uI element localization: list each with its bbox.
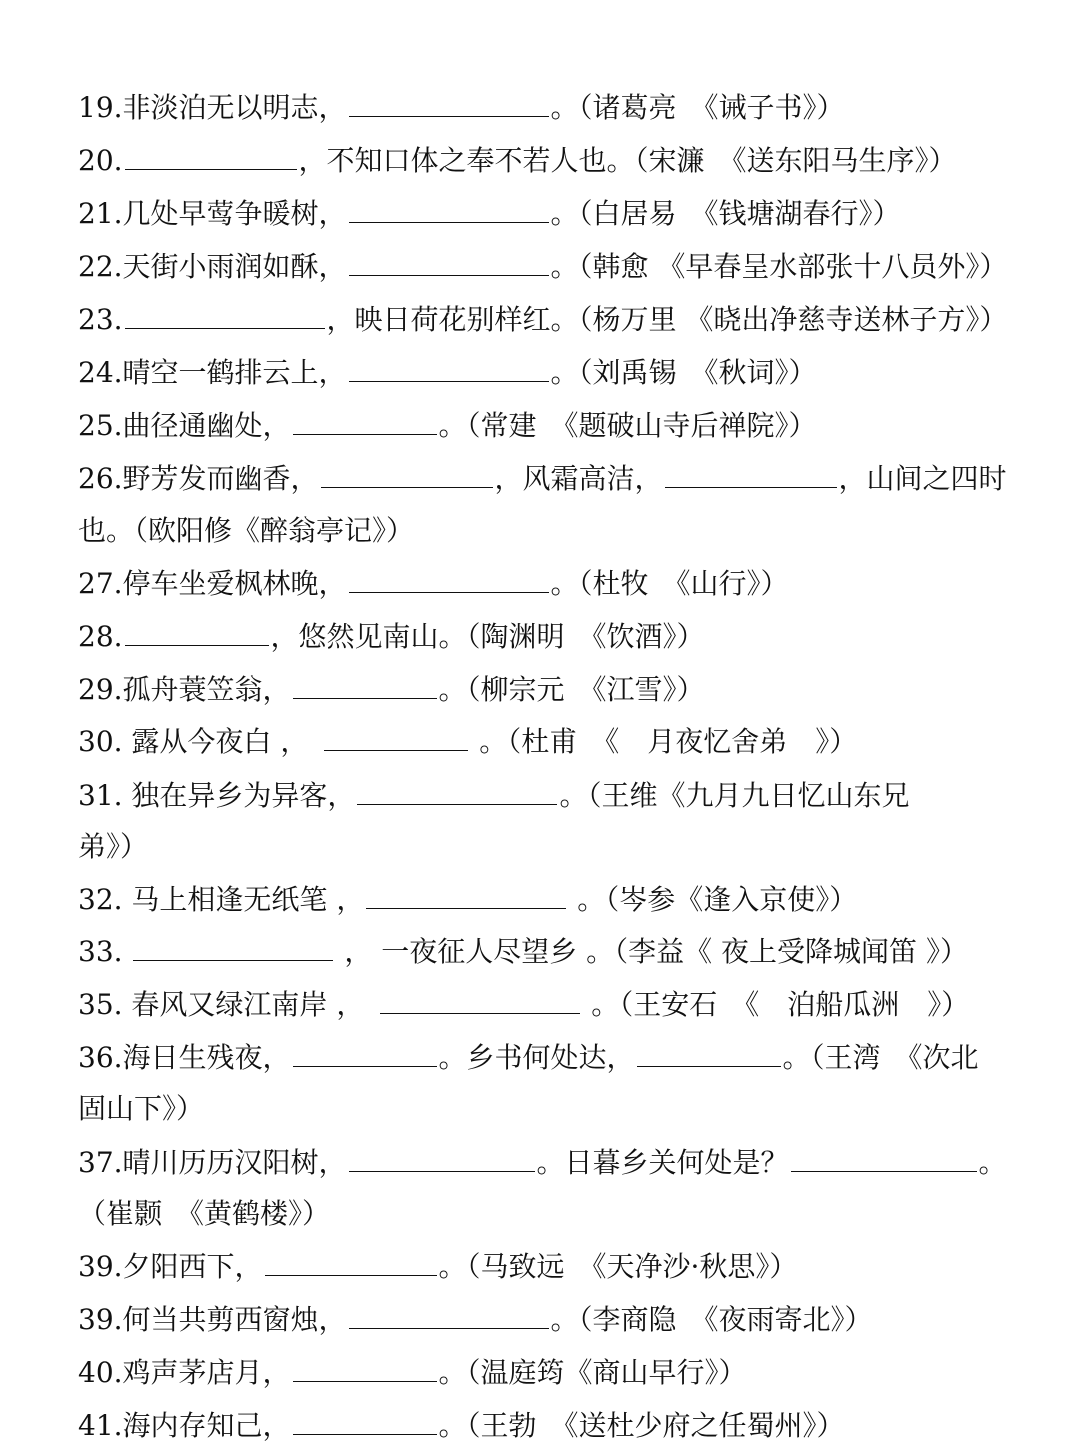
answer-blank[interactable] bbox=[293, 1040, 437, 1067]
question-26-continued: 也。（欧阳修《醉翁亭记》） bbox=[78, 514, 415, 547]
answer-blank[interactable] bbox=[357, 778, 557, 805]
question-37: 37.晴川历历汉阳树， 。日暮乡关何处是？ 。 bbox=[78, 1146, 1007, 1179]
answer-blank[interactable] bbox=[321, 461, 493, 488]
answer-blank[interactable] bbox=[293, 1355, 437, 1382]
question-36: 36.海日生残夜， 。乡书何处达， 。（王湾 《次北 bbox=[78, 1041, 979, 1074]
answer-blank[interactable] bbox=[349, 1145, 535, 1172]
question-39b: 39.何当共剪西窗烛， 。（李商隐 《夜雨寄北》） bbox=[78, 1303, 873, 1336]
answer-blank[interactable] bbox=[637, 1040, 781, 1067]
question-21: 21.几处早莺争暖树， 。（白居易 《钱塘湖春行》） bbox=[78, 197, 901, 230]
question-26: 26.野芳发而幽香， ，风霜高洁， ，山间之四时 bbox=[78, 462, 1007, 495]
answer-blank[interactable] bbox=[324, 724, 468, 751]
answer-blank[interactable] bbox=[293, 408, 437, 435]
question-36-continued: 固山下》） bbox=[78, 1092, 205, 1125]
question-39a: 39.夕阳西下， 。（马致远 《天净沙·秋思》） bbox=[78, 1250, 798, 1283]
answer-blank[interactable] bbox=[665, 461, 837, 488]
question-29: 29.孤舟蓑笠翁， 。（柳宗元 《江雪》） bbox=[78, 673, 705, 706]
answer-blank[interactable] bbox=[133, 934, 333, 961]
question-31: 31. 独在异乡为异客， 。（王维《九月九日忆山东兄 bbox=[78, 779, 910, 812]
question-25: 25.曲径通幽处， 。（常建 《题破山寺后禅院》） bbox=[78, 409, 817, 442]
question-28: 28. ，悠然见南山。（陶渊明 《饮酒》） bbox=[78, 620, 705, 653]
question-22: 22.天街小雨润如酥， 。（韩愈 《早春呈水部张十八员外》） bbox=[78, 250, 1008, 283]
answer-blank[interactable] bbox=[791, 1145, 977, 1172]
answer-blank[interactable] bbox=[125, 302, 325, 329]
question-19: 19.非淡泊无以明志， 。（诸葛亮 《诫子书》） bbox=[78, 91, 845, 124]
answer-blank[interactable] bbox=[125, 143, 297, 170]
answer-blank[interactable] bbox=[349, 249, 549, 276]
question-37-continued: （崔颢 《黄鹤楼》） bbox=[78, 1197, 331, 1230]
question-24: 24.晴空一鹤排云上， 。（刘禹锡 《秋词》） bbox=[78, 356, 817, 389]
answer-blank[interactable] bbox=[265, 1249, 437, 1276]
answer-blank[interactable] bbox=[349, 355, 549, 382]
question-23: 23. ，映日荷花别样红。（杨万里 《晓出净慈寺送林子方》） bbox=[78, 303, 1008, 336]
question-35: 35. 春风又绿江南岸 ， 。（王安石 《 泊船瓜洲 》） bbox=[78, 988, 970, 1021]
answer-blank[interactable] bbox=[380, 987, 580, 1014]
answer-blank[interactable] bbox=[349, 566, 549, 593]
question-40: 40.鸡声茅店月， 。（温庭筠《商山早行》） bbox=[78, 1356, 747, 1389]
answer-blank[interactable] bbox=[349, 90, 549, 117]
answer-blank[interactable] bbox=[366, 882, 566, 909]
answer-blank[interactable] bbox=[293, 672, 437, 699]
question-41: 41.海内存知己， 。（王勃 《送杜少府之任蜀州》） bbox=[78, 1409, 845, 1442]
question-33: 33. ， 一夜征人尽望乡 。（李益《 夜上受降城闻笛 》） bbox=[78, 935, 968, 968]
question-32: 32. 马上相逢无纸笔 ， 。（岑参《逢入京使》） bbox=[78, 883, 858, 916]
question-30: 30. 露从今夜白 ， 。（杜甫 《 月夜忆舍弟 》） bbox=[78, 725, 858, 758]
question-27: 27.停车坐爱枫林晚， 。（杜牧 《山行》） bbox=[78, 567, 789, 600]
answer-blank[interactable] bbox=[293, 1408, 437, 1435]
answer-blank[interactable] bbox=[125, 619, 269, 646]
answer-blank[interactable] bbox=[349, 1302, 549, 1329]
question-20: 20. ，不知口体之奉不若人也。（宋濂 《送东阳马生序》） bbox=[78, 144, 957, 177]
answer-blank[interactable] bbox=[349, 196, 549, 223]
question-31-continued: 弟》） bbox=[78, 830, 149, 863]
